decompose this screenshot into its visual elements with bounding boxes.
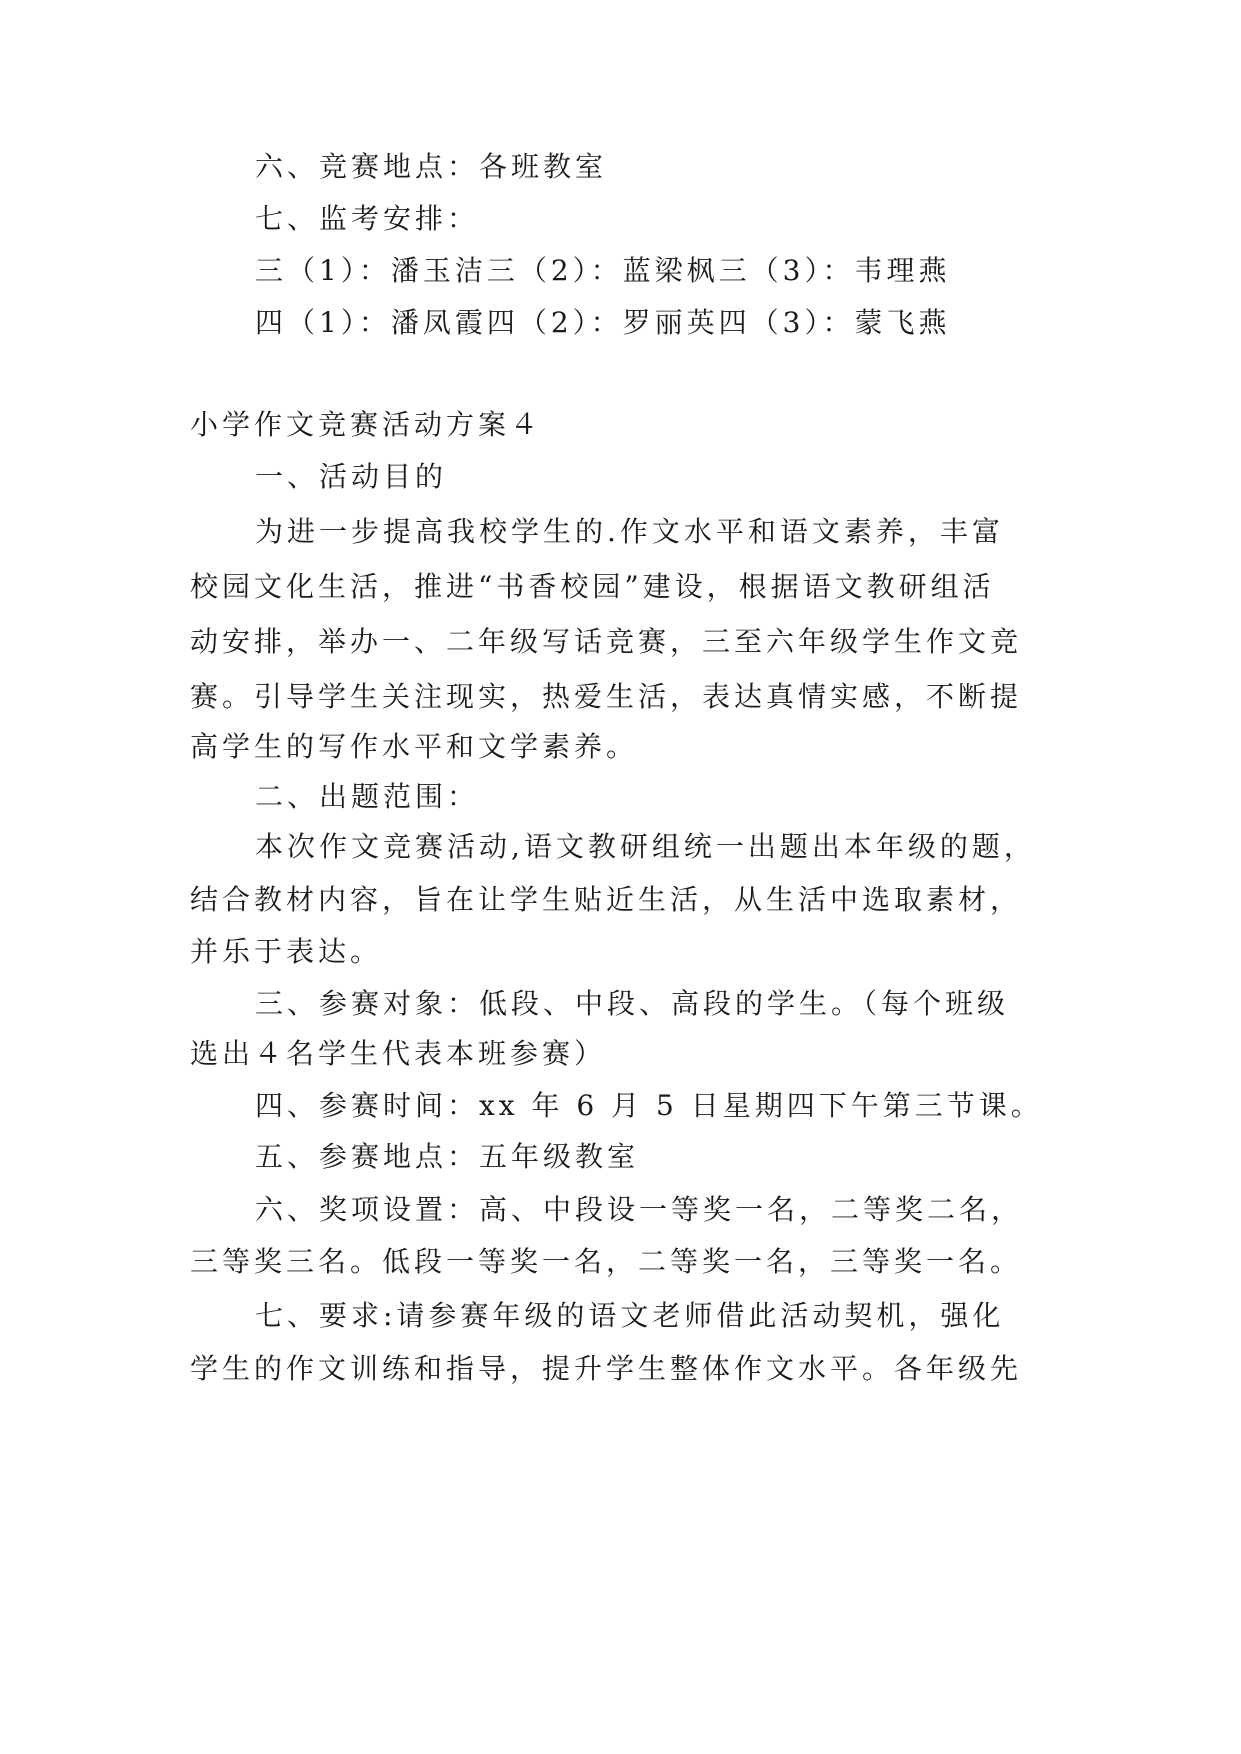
requirements-line: 七、要求:请参赛年级的语文老师借此活动契机，强化 <box>255 1299 1005 1332</box>
purpose-line: 动安排，举办一、二年级写话竞赛，三至六年级学生作文竞 <box>190 625 1023 658</box>
awards-line: 三等奖三名。低段一等奖一名，二等奖一名，三等奖一名。 <box>190 1245 1023 1278</box>
grade4-invigilators: 四（1）：潘凤霞四（2）：罗丽英四（3）：蒙飞燕 <box>255 306 951 339</box>
venue-line: 六、竞赛地点：各班教室 <box>255 150 608 183</box>
scope-line: 本次作文竞赛活动,语文教研组统一出题出本年级的题， <box>255 830 1036 863</box>
requirements-line: 学生的作文训练和指导，提升学生整体作文水平。各年级先 <box>190 1352 1023 1385</box>
participants-line: 选出４名学生代表本班参赛） <box>190 1037 607 1070</box>
invigilation-title: 七、监考安排： <box>255 202 480 235</box>
purpose-line: 高学生的写作水平和文学素养。 <box>190 730 639 763</box>
scope-line: 结合教材内容，旨在让学生贴近生活，从生活中选取素材， <box>190 883 1023 916</box>
time-line: 四、参赛时间：xx 年 6 月 5 日星期四下午第三节课。 <box>255 1089 1043 1122</box>
section-title: 小学作文竞赛活动方案４ <box>190 408 543 441</box>
scope-title: 二、出题范围： <box>255 780 480 813</box>
scope-line: 并乐于表达。 <box>190 935 383 968</box>
awards-line: 六、奖项设置：高、中段设一等奖一名，二等奖二名， <box>255 1193 1024 1226</box>
participants-line: 三、参赛对象：低段、中段、高段的学生。（每个班级 <box>255 987 1010 1020</box>
purpose-title: 一、活动目的 <box>255 460 448 493</box>
location-line: 五、参赛地点：五年级教室 <box>255 1140 640 1173</box>
purpose-line: 赛。引导学生关注现实，热爱生活，表达真情实感，不断提 <box>190 680 1023 713</box>
purpose-line: 为进一步提高我校学生的.作文水平和语文素养，丰富 <box>255 515 1004 548</box>
grade3-invigilators: 三（1）：潘玉洁三（2）：蓝梁枫三（3）：韦理燕 <box>255 254 951 287</box>
purpose-line: 校园文化生活，推进“书香校园”建设，根据语文教研组活 <box>190 570 995 603</box>
